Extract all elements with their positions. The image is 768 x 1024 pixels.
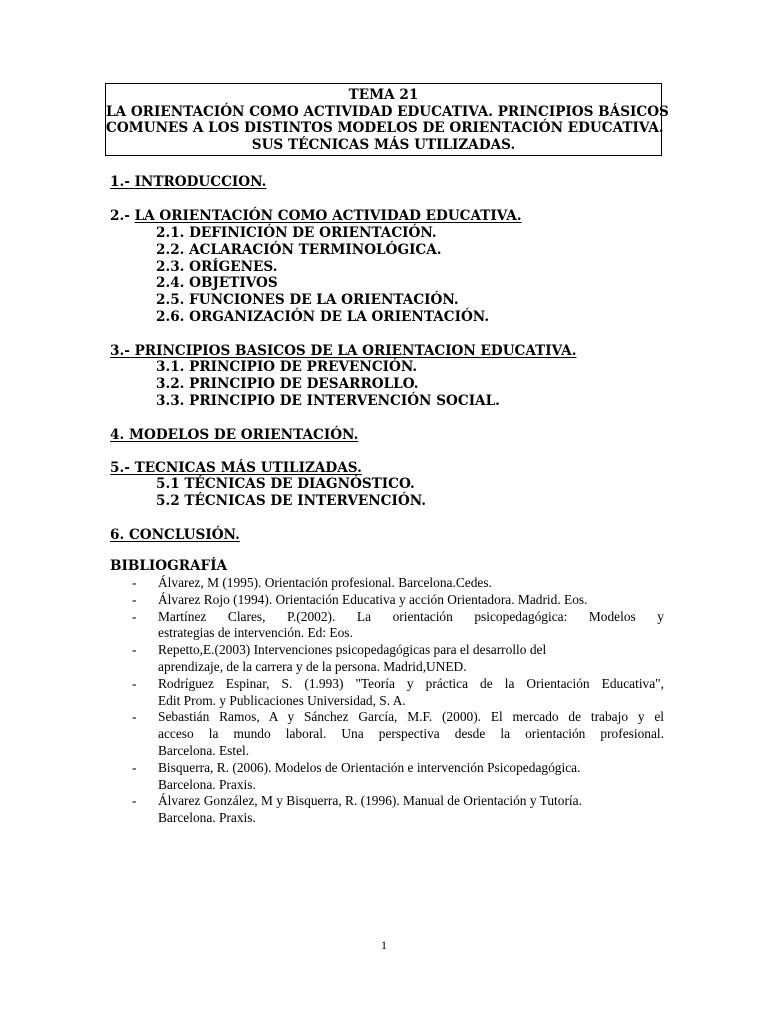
list-dash: - (132, 575, 137, 590)
entry-line: acceso la mundo laboral. Una perspectiva desde la orientación profesional. (158, 726, 664, 742)
section-heading-5 (110, 460, 362, 477)
entry-line: aprendizaje, de la carrera y de la persona. Madrid,UNED. (158, 658, 467, 674)
title-line: SUS TÉCNICAS MÁS UTILIZADAS. (251, 137, 516, 154)
toc-item: 2.6. ORGANIZACIÓN DE LA ORIENTACIÓN. (156, 309, 490, 325)
section-title: PRINCIPIOS BASICOS DE LA ORIENTACION EDUCATIVA. (134, 343, 577, 359)
toc-item: 5.2 TÉCNICAS DE INTERVENCIÓN. (156, 493, 426, 509)
toc-item: 3.3. PRINCIPIO DE INTERVENCIÓN SOCIAL. (156, 393, 500, 409)
list-dash: - (132, 759, 137, 775)
title-line: LA ORIENTACIÓN COMO ACTIVIDAD EDUCATIVA. PRINCIPIOS BÁSICOS (106, 103, 669, 120)
toc-item: 5.1 TÉCNICAS DE DIAGNÓSTICO. (156, 476, 415, 492)
section-number: 2.- (110, 208, 135, 224)
entry-line: Barcelona. Praxis. (158, 810, 256, 826)
bibliography-heading: BIBLIOGRAFÍA (110, 558, 228, 574)
entry-line: Sebastián Ramos, A y Sánchez García, M.F. (2000). El mercado de trabajo y el (158, 709, 664, 725)
section-number: 1.- (110, 174, 135, 190)
section-title: CONCLUSIÓN. (128, 527, 240, 543)
entry-line: Edit Prom. y Publicaciones Universidad, S. A. (158, 692, 406, 708)
entry-line: Bisquerra, R. (2006). Modelos de Orientación e intervención Psicopedagógica. (158, 759, 581, 775)
entry-line: Barcelona. Estel. (158, 742, 250, 758)
entry-line: estrategias de intervención. Ed: Eos. (158, 625, 353, 641)
section-heading-6 (110, 527, 240, 544)
entry-line: Barcelona. Praxis. (158, 776, 256, 792)
title-line: COMUNES A LOS DISTINTOS MODELOS DE ORIENTACIÓN EDUCATIVA. (106, 120, 664, 137)
toc-item: 2.2. ACLARACIÓN TERMINOLÓGICA. (156, 242, 442, 258)
section-title: MODELOS DE ORIENTACIÓN. (128, 427, 359, 443)
entry-line: Repetto,E.(2003) Intervenciones psicopedagógicas para el desarrollo del (158, 642, 547, 658)
title-line: TEMA 21 (348, 87, 419, 103)
entry-line: Álvarez, M (1995). Orientación profesional. Barcelona.Cedes. (158, 575, 492, 590)
list-dash: - (132, 608, 137, 624)
entry-line: Rodríguez Espinar, S. (1.993) "Teoría y práctica de la Orientación Educativa", (158, 675, 664, 691)
section-title: LA ORIENTACIÓN COMO ACTIVIDAD EDUCATIVA. (134, 208, 522, 224)
list-dash: - (132, 709, 137, 725)
section-number: 6. (110, 527, 129, 543)
title-box (105, 83, 669, 156)
entry-line: Álvarez Rojo (1994). Orientación Educativa y acción Orientadora. Madrid. Eos. (158, 591, 588, 607)
toc-item: 2.4. OBJETIVOS (156, 275, 278, 291)
section-number: 4. (110, 427, 129, 443)
bibliography-entry (124, 642, 664, 676)
list-dash: - (132, 793, 137, 809)
bibliography-entry (124, 760, 664, 794)
section-title: INTRODUCCION. (134, 174, 267, 190)
toc-item: 2.1. DEFINICIÓN DE ORIENTACIÓN. (156, 225, 437, 241)
entry-line: Álvarez González, M y Bisquerra, R. (1996). Manual de Orientación y Tutoría. (158, 793, 582, 809)
toc-item: 2.5. FUNCIONES DE LA ORIENTACIÓN. (156, 292, 459, 308)
section-heading-1 (110, 174, 266, 191)
bibliography-entry (124, 575, 664, 592)
toc-item: 3.1. PRINCIPIO DE PREVENCIÓN. (156, 359, 418, 375)
bibliography-list (124, 575, 664, 827)
bibliography-entry (124, 793, 664, 827)
bibliography-entry (124, 709, 664, 759)
toc-item: 3.2. PRINCIPIO DE DESARROLLO. (156, 376, 419, 392)
list-dash: - (132, 675, 137, 691)
list-dash: - (132, 591, 137, 607)
list-dash: - (132, 642, 137, 658)
section-heading-2 (110, 208, 522, 225)
bibliography-entry (124, 609, 664, 643)
page-number: 1 (381, 938, 387, 952)
bibliography-entry (124, 676, 664, 710)
section-heading-3 (110, 343, 576, 360)
entry-line: Martínez Clares, P.(2002). La orientación psicopedagógica: Modelos y (158, 608, 664, 624)
section-number: 3.- (110, 343, 135, 359)
section-heading-4 (110, 427, 358, 444)
toc-item: 2.3. ORÍGENES. (156, 259, 278, 275)
section-number: 5.- (110, 460, 135, 476)
section-title: TECNICAS MÁS UTILIZADAS. (134, 460, 362, 476)
bibliography-entry (124, 592, 664, 609)
